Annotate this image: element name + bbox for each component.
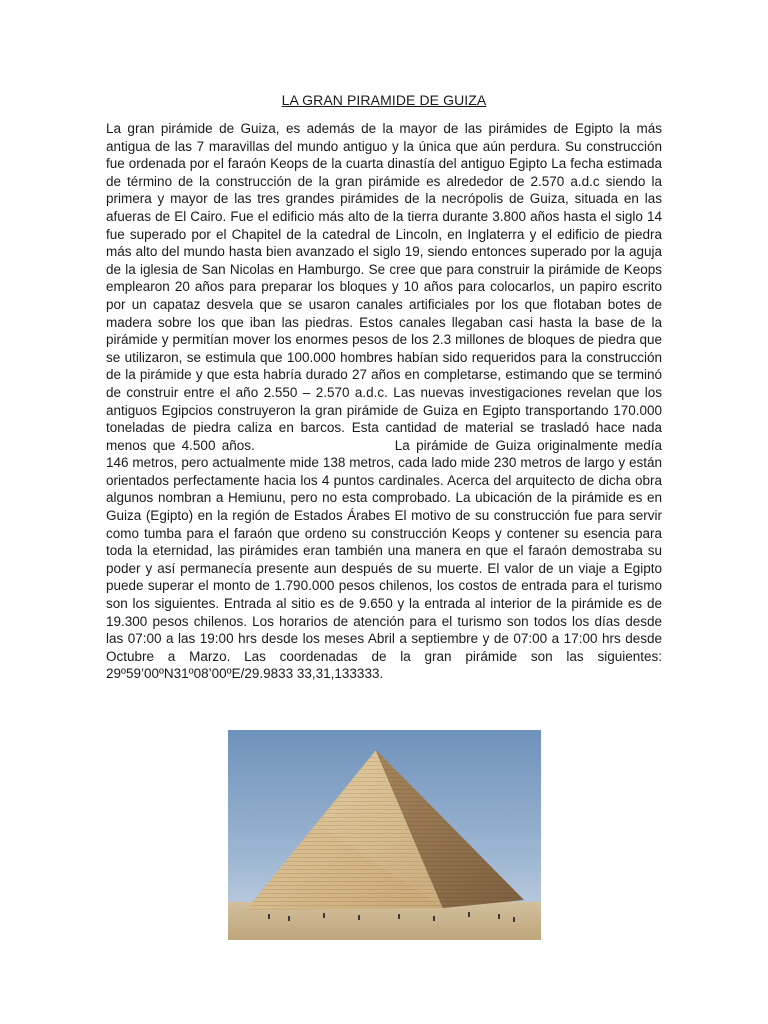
- body-paragraph-part2: La pirámide de Guiza originalmente medía 146 metros, pero actualmente mide 138 metros, cada lado mide 230 metros de largo y están orientados perfectamente hacia los 4 puntos cardinales. Acerca del arquitecto de dicha obra algunos nombran a Hemiunu, pero no esta comprobado. La ubicación de la pirámide es en Guiza (Egipto) en la región de Estados Árabes El motivo de su construcción fue para servir como tumba para el faraón que ordeno su construcción Keops y contener su esencia para toda la eternidad, las pirámides eran también una manera en que el faraón demostraba su poder y así permanecía presente aun después de su muerte. El valor de un viaje a Egipto puede superar el monto de 1.790.000 pesos chilenos, los costos de entrada para el turismo son los siguientes. Entrada al sitio es de 9.650 y la entrada al interior de la pirámide es de 19.300 pesos chilenos. Los horarios de atención para el turismo son todos los días desde las 07:00 a las 19:00 hrs desde los meses Abril a septiembre y de 07:00 a 17:00 hrs desde Octubre a Marzo. Las coordenadas de la gran pirámide son las siguientes: 29º59’00ºN31º08’00ºE/29.9833 33,31,133333.: [106, 437, 662, 682]
- document-body: [106, 120, 662, 683]
- body-paragraph-part1: La gran pirámide de Guiza, es además de la mayor de las pirámides de Egipto la más antigua de las 7 maravillas del mundo antiguo y la única que aún perdura. Su construcción fue ordenada por el faraón Keops de la cuarta dinastía del antiguo Egipto La fecha estimada de término de la construcción de la gran pirámide es alrededor de 2.570 a.d.c siendo la primera y mayor de las tres grandes pirámides de la necrópolis de Guiza, situada en las afueras de El Cairo. Fue el edificio más alto de la tierra durante 3.800 años hasta el siglo 14 fue superado por el Chapitel de la catedral de Lincoln, en Inglaterra y el edificio de piedra más alto del mundo hasta bien avanzado el siglo 19, siendo entonces superado por la aguja de la iglesia de San Nicolas en Hamburgo. Se cree que para construir la pirámide de Keops emplearon 20 años para preparar los bloques y 10 años para colocarlos, un papiro escrito por un capataz desvela que se usaron canales artificiales por los que flotaban botes de madera sobre los que iban las piedras. Estos canales llegaban casi hasta la base de la pirámide y permitían mover los enormes pesos de los 2.3 millones de bloques de piedra que se utilizaron, se estimula que 100.000 hombres habían sido requeridos para la construcción de la pirámide y que esta habría durado 27 años en completarse, estimando que se terminó de construir entre el año 2.550 – 2.570 a.d.c. Las nuevas investigaciones revelan que los antiguos Egipcios construyeron la gran pirámide de Guiza en Egipto transportando 170.000 toneladas de piedra caliza en barcos. Esta cantidad de material se trasladó hace nada menos que 4.500 años.: [106, 121, 662, 453]
- great-pyramid-photo: [228, 730, 541, 940]
- document-title: LA GRAN PIRAMIDE DE GUIZA: [281, 92, 487, 108]
